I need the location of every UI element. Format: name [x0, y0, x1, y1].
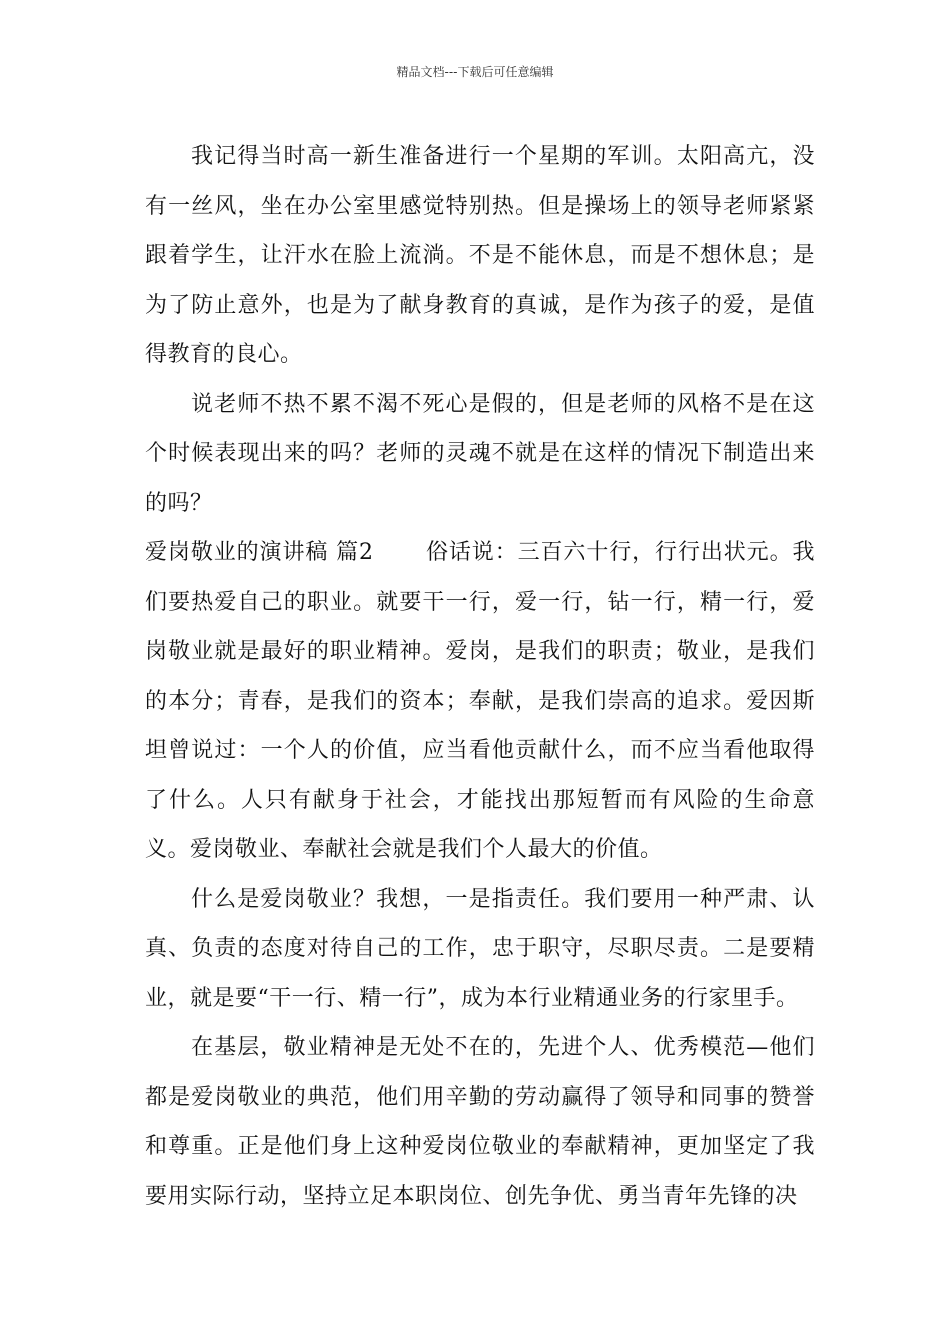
paragraph-military-training: 我记得当时高一新生准备进行一个星期的军训。太阳高亢，没有一丝风，坐在办公室里感觉特别热。但是操场上的领导老师紧紧跟着学生，让汗水在脸上流淌。不是不能休息，而是不想休息；是为了防止意外，也是为了献身教育的真诚，是作为孩子的爱，是值得教育的良心。: [145, 144, 815, 367]
page-header: 精品文档---下载后可任意编辑: [396, 65, 554, 79]
paragraph-grassroots: 在基层，敬业精神是无处不在的，先进个人、优秀模范—他们都是爱岗敬业的典范，他们用辛勤的劳动赢得了领导和同事的赞誉和尊重。正是他们身上这种爱岗位敬业的奉献精神，更加坚定了我要用实际行动，坚持立足本职岗位、创先争优、勇当青年先锋的决: [145, 1035, 815, 1209]
paragraph-what-is-dedication: 什么是爱岗敬业？我想，一是指责任。我们要用一种严肃、认真、负责的态度对待自己的工作，忠于职守，尽职尽责。二是要精业，就是要“干一行、精一行”，成为本行业精通业务的行家里手。: [145, 886, 815, 1011]
paragraph-teacher-spirit: 说老师不热不累不渴不死心是假的，但是老师的风格不是在这个时候表现出来的吗？老师的灵魂不就是在这样的情况下制造出来的吗？: [145, 391, 815, 516]
section-heading: 爱岗敬业的演讲稿 篇2: [145, 540, 374, 565]
section-intro-text: 俗话说：三百六十行，行行出状元。我们要热爱自己的职业。就要干一行，爱一行，钻一行，精一行，爱岗敬业就是最好的职业精神。爱岗，是我们的职责；敬业，是我们的本分；青春，是我们的资本；奉献，是我们崇高的追求。爱因斯坦曾说过：一个人的价值，应当看他贡献什么，而不应当看他取得了什么。人只有献身于社会，才能找出那短暂而有风险的生命意义。爱岗敬业、奉献社会就是我们个人最大的价值。: [145, 540, 815, 862]
section-2-paragraph: [145, 528, 815, 875]
document-body: [145, 132, 815, 1221]
